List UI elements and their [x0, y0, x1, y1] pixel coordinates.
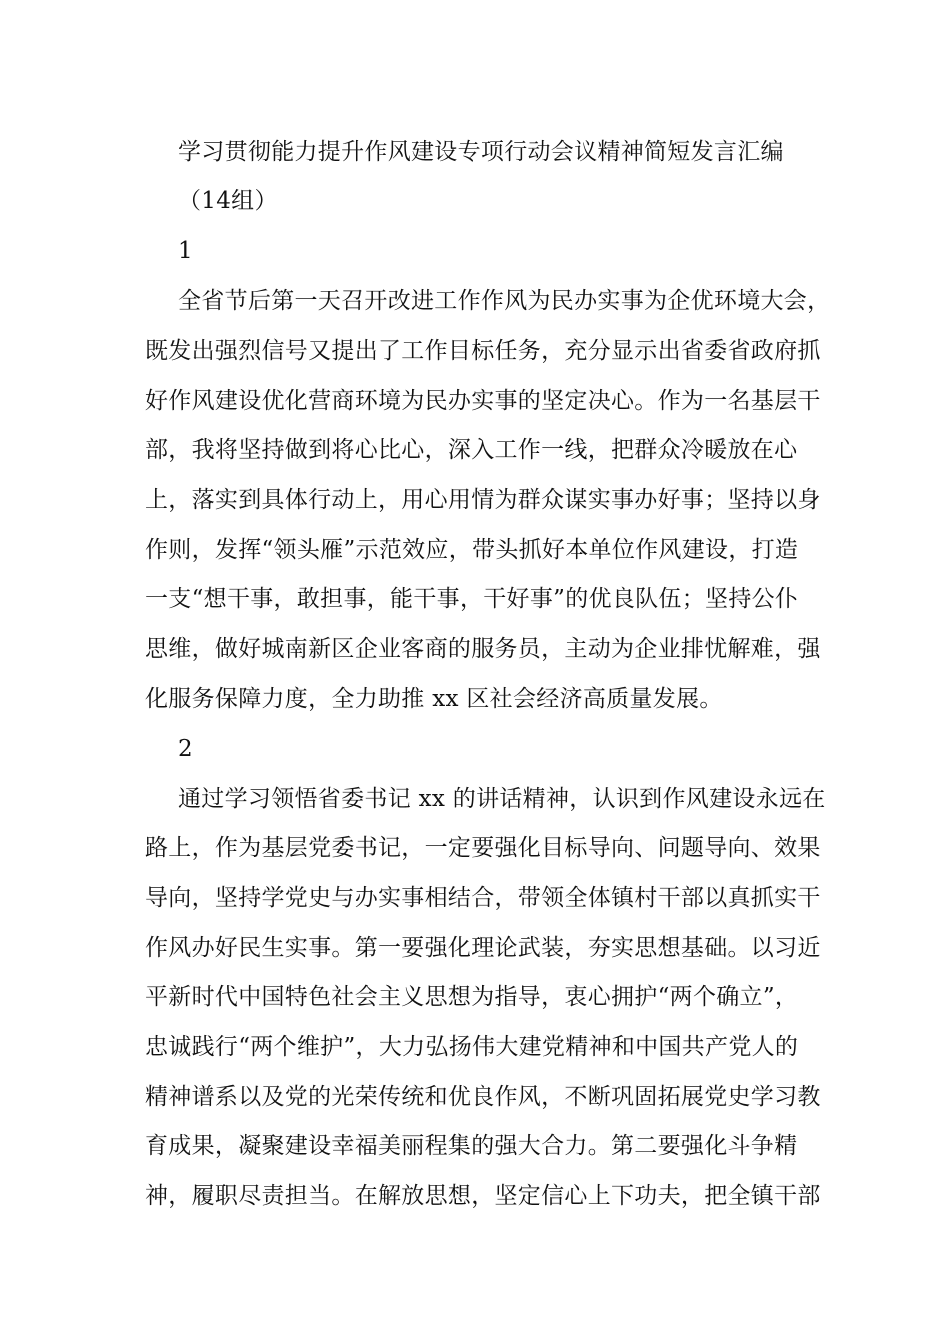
- paragraph-line: 精神谱系以及党的光荣传统和优良作风，不断巩固拓展党史学习教: [145, 1084, 821, 1110]
- paragraph-line: 神，履职尽责担当。在解放思想，坚定信心上下功夫，把全镇干部: [145, 1183, 821, 1209]
- paragraph-line: 作则，发挥“领头雁”示范效应，带头抓好本单位作风建设，打造: [145, 537, 799, 563]
- paragraph-line: 作风办好民生实事。第一要强化理论武装，夯实思想基础。以习近: [145, 935, 821, 961]
- document-subtitle: （14组）: [178, 188, 278, 214]
- paragraph-line: 路上，作为基层党委书记，一定要强化目标导向、问题导向、效果: [145, 835, 821, 861]
- paragraph-line: 既发出强烈信号又提出了工作目标任务，充分显示出省委省政府抓: [145, 338, 821, 364]
- paragraph-line: 导向，坚持学党史与办实事相结合，带领全体镇村干部以真抓实干: [145, 885, 821, 911]
- paragraph-line: 思维，做好城南新区企业客商的服务员，主动为企业排忧解难，强: [145, 636, 821, 662]
- paragraph-line: 一支“想干事，敢担事，能干事，干好事”的优良队伍；坚持公仆: [145, 586, 799, 612]
- document-title: 学习贯彻能力提升作风建设专项行动会议精神简短发言汇编: [178, 139, 784, 165]
- paragraph-line: 通过学习领悟省委书记 xx 的讲话精神，认识到作风建设永远在: [178, 786, 826, 812]
- paragraph-line: 育成果，凝聚建设幸福美丽程集的强大合力。第二要强化斗争精: [145, 1133, 798, 1159]
- paragraph-line: 平新时代中国特色社会主义思想为指导，衷心拥护“两个确立”，: [145, 984, 799, 1010]
- paragraph-line: 好作风建设优化营商环境为民办实事的坚定决心。作为一名基层干: [145, 388, 821, 414]
- paragraph-line: 部，我将坚持做到将心比心，深入工作一线，把群众冷暖放在心: [145, 437, 798, 463]
- paragraph-line: 全省节后第一天召开改进工作作风为民办实事为企优环境大会，: [178, 288, 831, 314]
- paragraph-line: 上，落实到具体行动上，用心用情为群众谋实事办好事；坚持以身: [145, 487, 821, 513]
- section-number: 1: [178, 238, 193, 264]
- paragraph-line: 忠诚践行“两个维护”，大力弘扬伟大建党精神和中国共产党人的: [145, 1034, 799, 1060]
- paragraph-line: 化服务保障力度，全力助推 xx 区社会经济高质量发展。: [145, 686, 723, 712]
- section-number: 2: [178, 736, 193, 762]
